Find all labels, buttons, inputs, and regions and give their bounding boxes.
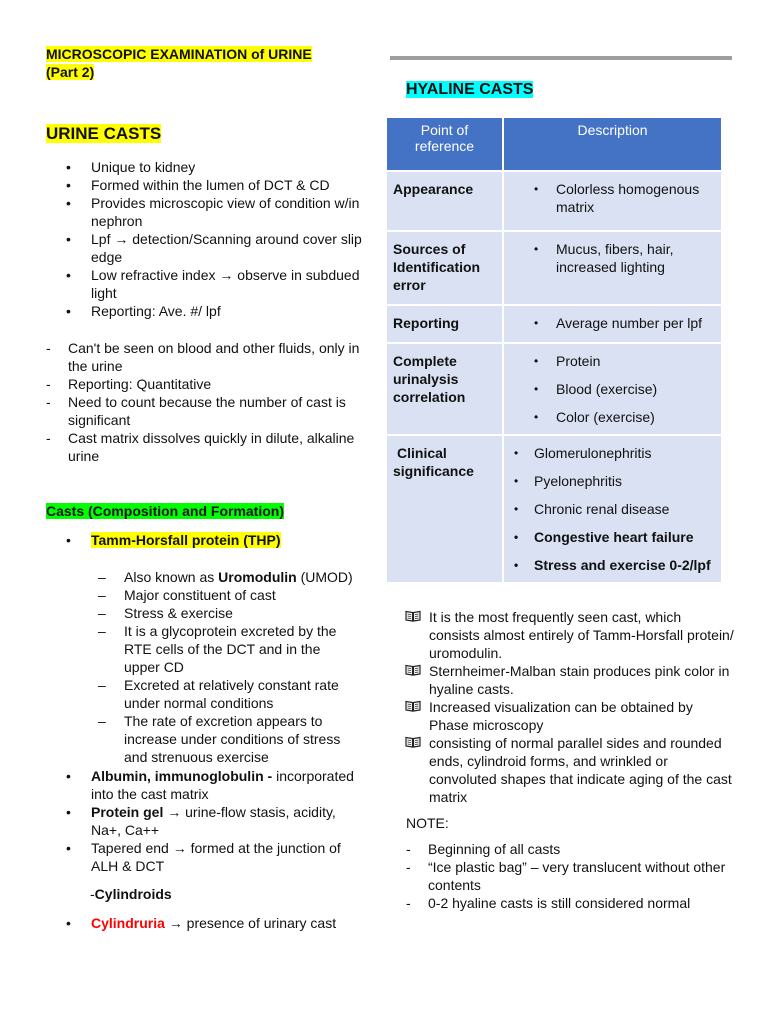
table-header-row (386, 117, 722, 171)
column-header-point-of-reference: Point of reference (386, 117, 503, 171)
row-ref-reporting: Reporting (386, 305, 503, 343)
row-desc-complete (503, 343, 722, 435)
list-item: • Pyelonephritis (510, 472, 715, 490)
table-row (386, 231, 722, 305)
aka-suffix: (UMOD) (296, 569, 353, 585)
table-row (386, 305, 722, 343)
note-text: It is the most frequently seen cast, which consists almost entirely of Tamm-Horsfall protein/ uromodulin. (429, 609, 734, 661)
divider (390, 56, 732, 60)
list-item: - Need to count because the number of cast is significant (46, 393, 366, 429)
list-item: - “Ice plastic bag” – very translucent without other contents (406, 858, 736, 894)
list-item: – Stress & exercise (90, 604, 360, 622)
list-item: • Colorless homogenous matrix (510, 180, 715, 216)
cylindruria-bullet (46, 914, 366, 932)
list-item: • Glomerulonephritis (510, 444, 715, 462)
list-item: - Beginning of all casts (406, 840, 736, 858)
row-ref-complete: Complete urinalysis correlation (386, 343, 503, 435)
table-row (386, 435, 722, 583)
list-item (46, 767, 366, 803)
row-desc-clinical (503, 435, 722, 583)
list-item: – Major constituent of cast (90, 586, 360, 604)
list-item: • Average number per lpf (510, 314, 715, 332)
row-desc-reporting (503, 305, 722, 343)
note-label: NOTE: (406, 815, 449, 831)
urine-casts-bullet-list (46, 158, 366, 320)
protein-gel-bold: Protein gel (91, 804, 164, 820)
list-item (405, 662, 735, 698)
list-item (405, 734, 735, 806)
list-item: • Reporting: Ave. #/ lpf (46, 302, 366, 320)
aka-prefix: Also known as (124, 569, 219, 585)
urine-casts-heading-text: URINE CASTS (46, 124, 162, 143)
composition-bullet-list (46, 767, 366, 875)
cylindroids-prefix: - (90, 886, 95, 902)
urine-casts-dash-list (46, 339, 366, 465)
title-line-2: (Part 2) (46, 64, 95, 80)
row-ref-appearance: Appearance (386, 171, 503, 231)
row-ref-clinical (386, 435, 503, 583)
cylindruria-rest: → presence of urinary cast (164, 915, 337, 931)
list-item: - Reporting: Quantitative (46, 375, 366, 393)
list-item: - 0-2 hyaline casts is still considered normal (406, 894, 736, 912)
urine-casts-heading (46, 124, 161, 144)
book-icon (405, 700, 421, 712)
albumin-bold: Albumin, immunoglobulin - (91, 768, 273, 784)
casts-composition-heading-text: Casts (Composition and Formation) (46, 503, 284, 519)
list-item: – Excreted at relatively constant rate under normal conditions (90, 676, 360, 712)
cylindroids-label (90, 885, 172, 903)
list-item: - Can't be seen on blood and other fluids, only in the urine (46, 339, 366, 375)
list-item: • Congestive heart failure (510, 528, 715, 546)
hyaline-casts-heading-text: HYALINE CASTS (406, 81, 534, 98)
note-text: Sternheimer-Malban stain produces pink color in hyaline casts. (429, 663, 730, 697)
note-text: consisting of normal parallel sides and rounded ends, cylindroid forms, and wrinkled or convoluted shapes that indicate aging of the cast matrix (429, 735, 732, 805)
row-desc-sources (503, 231, 722, 305)
casts-composition-heading (46, 502, 284, 520)
thp-label: Tamm-Horsfall protein (THP) (91, 532, 281, 548)
hyaline-casts-heading (406, 80, 533, 100)
list-item: • Low refractive index → observe in subdued light (46, 266, 366, 302)
hyaline-casts-table (385, 116, 723, 584)
column-header-description: Description (503, 117, 722, 171)
list-item: • Lpf → detection/Scanning around cover slip edge (46, 230, 366, 266)
list-item: • Color (exercise) (510, 408, 715, 426)
list-item: • Chronic renal disease (510, 500, 715, 518)
list-item (90, 568, 360, 586)
list-item: • Stress and exercise 0-2/lpf (510, 556, 715, 574)
list-item: • Mucus, fibers, hair, increased lighting (510, 240, 715, 276)
list-item (46, 914, 366, 932)
list-item: • Unique to kidney (46, 158, 366, 176)
thp-sub-list (90, 568, 360, 766)
note-dash-list (406, 840, 736, 912)
cylindruria-label: Cylindruria (91, 915, 165, 931)
hyaline-notes-list (405, 608, 735, 806)
aka-bold: Uromodulin (218, 569, 297, 585)
list-item (46, 803, 366, 839)
list-item: • Blood (exercise) (510, 380, 715, 398)
albumin-rest: incorporated into the cast matrix (91, 768, 354, 802)
book-icon (405, 610, 421, 622)
thp-bullet (46, 531, 366, 549)
protein-gel-rest: → urine-flow stasis, acidity, Na+, Ca++ (91, 804, 336, 838)
book-icon (405, 664, 421, 676)
list-item: – The rate of excretion appears to increase under conditions of stress and strenuous exercise (90, 712, 360, 766)
list-item: • Formed within the lumen of DCT & CD (46, 176, 366, 194)
document-title (46, 45, 312, 81)
table-row (386, 343, 722, 435)
row-ref-sources: Sources of Identification error (386, 231, 503, 305)
list-item (46, 531, 366, 549)
title-line-1: MICROSCOPIC EXAMINATION of URINE (46, 46, 312, 62)
list-item: – It is a glycoprotein excreted by the RTE cells of the DCT and in the upper CD (90, 622, 360, 676)
list-item (405, 698, 735, 734)
cylindroids-text: Cylindroids (94, 886, 172, 902)
list-item (405, 608, 735, 662)
note-text: Increased visualization can be obtained by Phase microscopy (429, 699, 693, 733)
list-item: • Protein (510, 352, 715, 370)
list-item: • Provides microscopic view of condition w/in nephron (46, 194, 366, 230)
row-desc-appearance (503, 171, 722, 231)
clinical-ref-text: Clinical significance (393, 445, 474, 479)
list-item: - Cast matrix dissolves quickly in dilute, alkaline urine (46, 429, 366, 465)
table-row (386, 171, 722, 231)
book-icon (405, 736, 421, 748)
list-item: • Tapered end → formed at the junction of ALH & DCT (46, 839, 366, 875)
